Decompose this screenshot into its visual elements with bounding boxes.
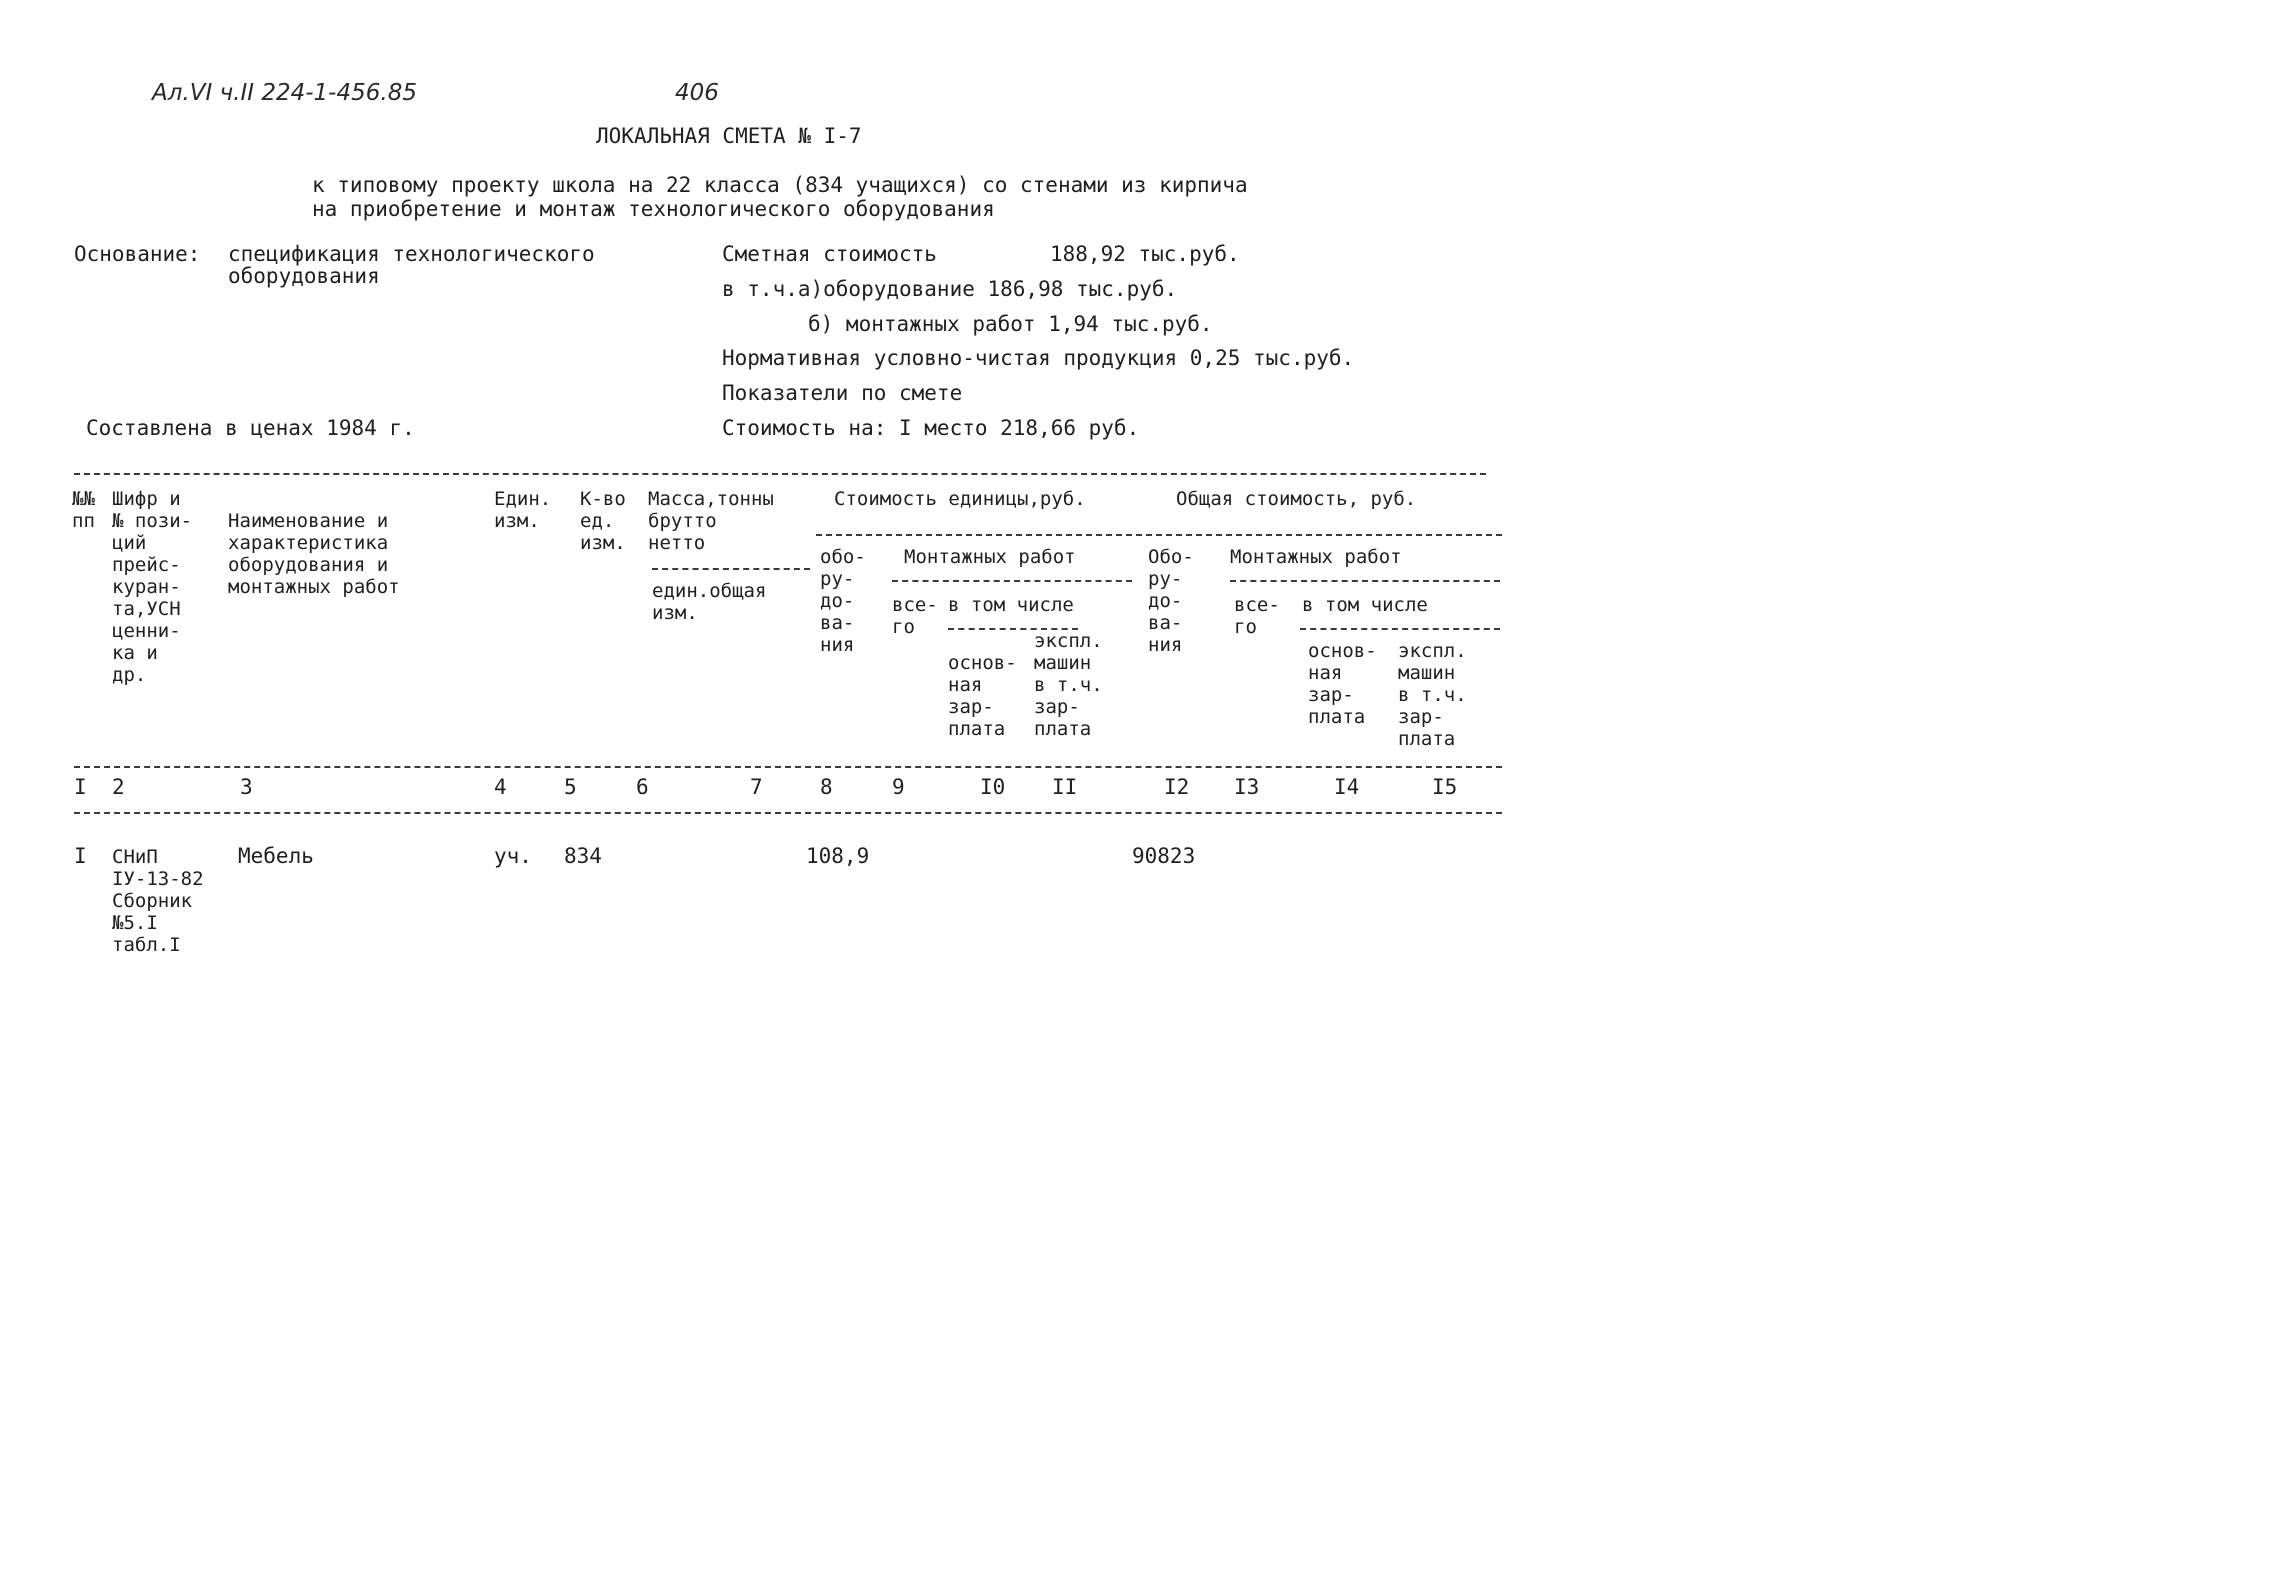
col-number: I3 <box>1234 775 1260 799</box>
row-qty: 834 <box>564 844 602 868</box>
table-rule-install-total <box>1230 580 1500 582</box>
basis-text-2: оборудования <box>228 264 380 288</box>
col-number: I <box>74 775 87 799</box>
subtitle-line-2: на приобретение и монтаж технологического оборудования <box>312 197 995 221</box>
col-number: I0 <box>980 775 1006 799</box>
table-rule-cost-split <box>816 534 1502 536</box>
header-install-total: Монтажных работ <box>1230 546 1402 568</box>
col-number: 9 <box>892 775 905 799</box>
header-mass-sub: един.общая изм. <box>652 580 767 624</box>
header-equip-total: Обо- ру- до- ва- ния <box>1148 546 1194 656</box>
row-equip-total-cost: 90823 <box>1132 844 1196 868</box>
table-rule-numbers-bottom <box>74 812 1502 814</box>
header-install-unit: Монтажных работ <box>904 546 1076 568</box>
header-equip-unit: обо- ру- до- ва- ния <box>820 546 866 656</box>
header-unit-cost: Стоимость единицы,руб. <box>834 488 1086 510</box>
header-mach-unit: экспл. машин в т.ч. зар- плата <box>1034 630 1103 740</box>
header-all-total: все- го <box>1234 594 1280 638</box>
col-number: 2 <box>112 775 125 799</box>
row-code: СНиП IУ-13-82 Сборник №5.I табл.I <box>112 846 204 956</box>
basis-label: Основание: <box>74 242 201 266</box>
col-number: 6 <box>636 775 649 799</box>
table-rule-header-bottom <box>74 766 1502 768</box>
col-number: 3 <box>240 775 253 799</box>
header-qty: К-во ед. изм. <box>580 488 626 554</box>
document-title: ЛОКАЛЬНАЯ СМЕТА № I-7 <box>596 124 862 148</box>
header-code: Шифр и № пози- ций прейс- куран- та,УСН ценни- ка и др. <box>112 488 193 686</box>
col-number: 8 <box>820 775 833 799</box>
header-unit: Един. изм. <box>494 488 552 532</box>
row-num: I <box>74 844 87 868</box>
col-number: 5 <box>564 775 577 799</box>
header-total-cost: Общая стоимость, руб. <box>1176 488 1417 510</box>
col-number: 7 <box>750 775 763 799</box>
col-number: I4 <box>1334 775 1360 799</box>
table-rule-incl-total <box>1300 628 1500 630</box>
cost-per-place: Стоимость на: I место 218,66 руб. <box>722 416 1140 440</box>
price-basis: Составлена в ценах 1984 г. <box>86 416 415 440</box>
row-equip-unit-cost: 108,9 <box>806 844 870 868</box>
table-rule-mass <box>652 568 810 570</box>
header-base-total: основ- ная зар- плата <box>1308 640 1377 728</box>
row-unit: уч. <box>494 844 532 868</box>
table-rule-top <box>74 473 1486 475</box>
basis-text-1: спецификация технологического <box>228 242 595 266</box>
indicators-heading: Показатели по смете <box>722 381 963 405</box>
table-rule-install-unit <box>892 580 1132 582</box>
header-incl-unit: в том числе <box>948 594 1074 616</box>
header-all-unit: все- го <box>892 594 938 638</box>
header-base-unit: основ- ная зар- плата <box>948 652 1017 740</box>
install-cost: б) монтажных работ 1,94 тыс.руб. <box>808 312 1213 336</box>
header-mass: Масса,тонны брутто нетто <box>648 488 774 554</box>
col-number: 4 <box>494 775 507 799</box>
col-number: II <box>1052 775 1078 799</box>
header-mach-total: экспл. машин в т.ч. зар- плата <box>1398 640 1467 750</box>
col-number: I2 <box>1164 775 1190 799</box>
subtitle-line-1: к типовому проекту школа на 22 класса (834 учащихся) со стенами из кирпича <box>312 173 1248 197</box>
cost-label: Сметная стоимость <box>722 242 937 266</box>
header-incl-total: в том числе <box>1302 594 1428 616</box>
header-name: Наименование и характеристика оборудования и монтажных работ <box>228 510 400 598</box>
cost-value: 188,92 тыс.руб. <box>1050 242 1240 266</box>
archive-code: Ал.VI ч.II 224-1-456.85 <box>152 80 417 106</box>
equipment-cost: в т.ч.а)оборудование 186,98 тыс.руб. <box>722 277 1178 301</box>
page-number: 406 <box>675 80 719 106</box>
normative-product: Нормативная условно-чистая продукция 0,25 тыс.руб. <box>722 346 1355 370</box>
header-num: №№ пп <box>72 488 95 532</box>
row-name: Мебель <box>238 844 314 868</box>
col-number: I5 <box>1432 775 1458 799</box>
